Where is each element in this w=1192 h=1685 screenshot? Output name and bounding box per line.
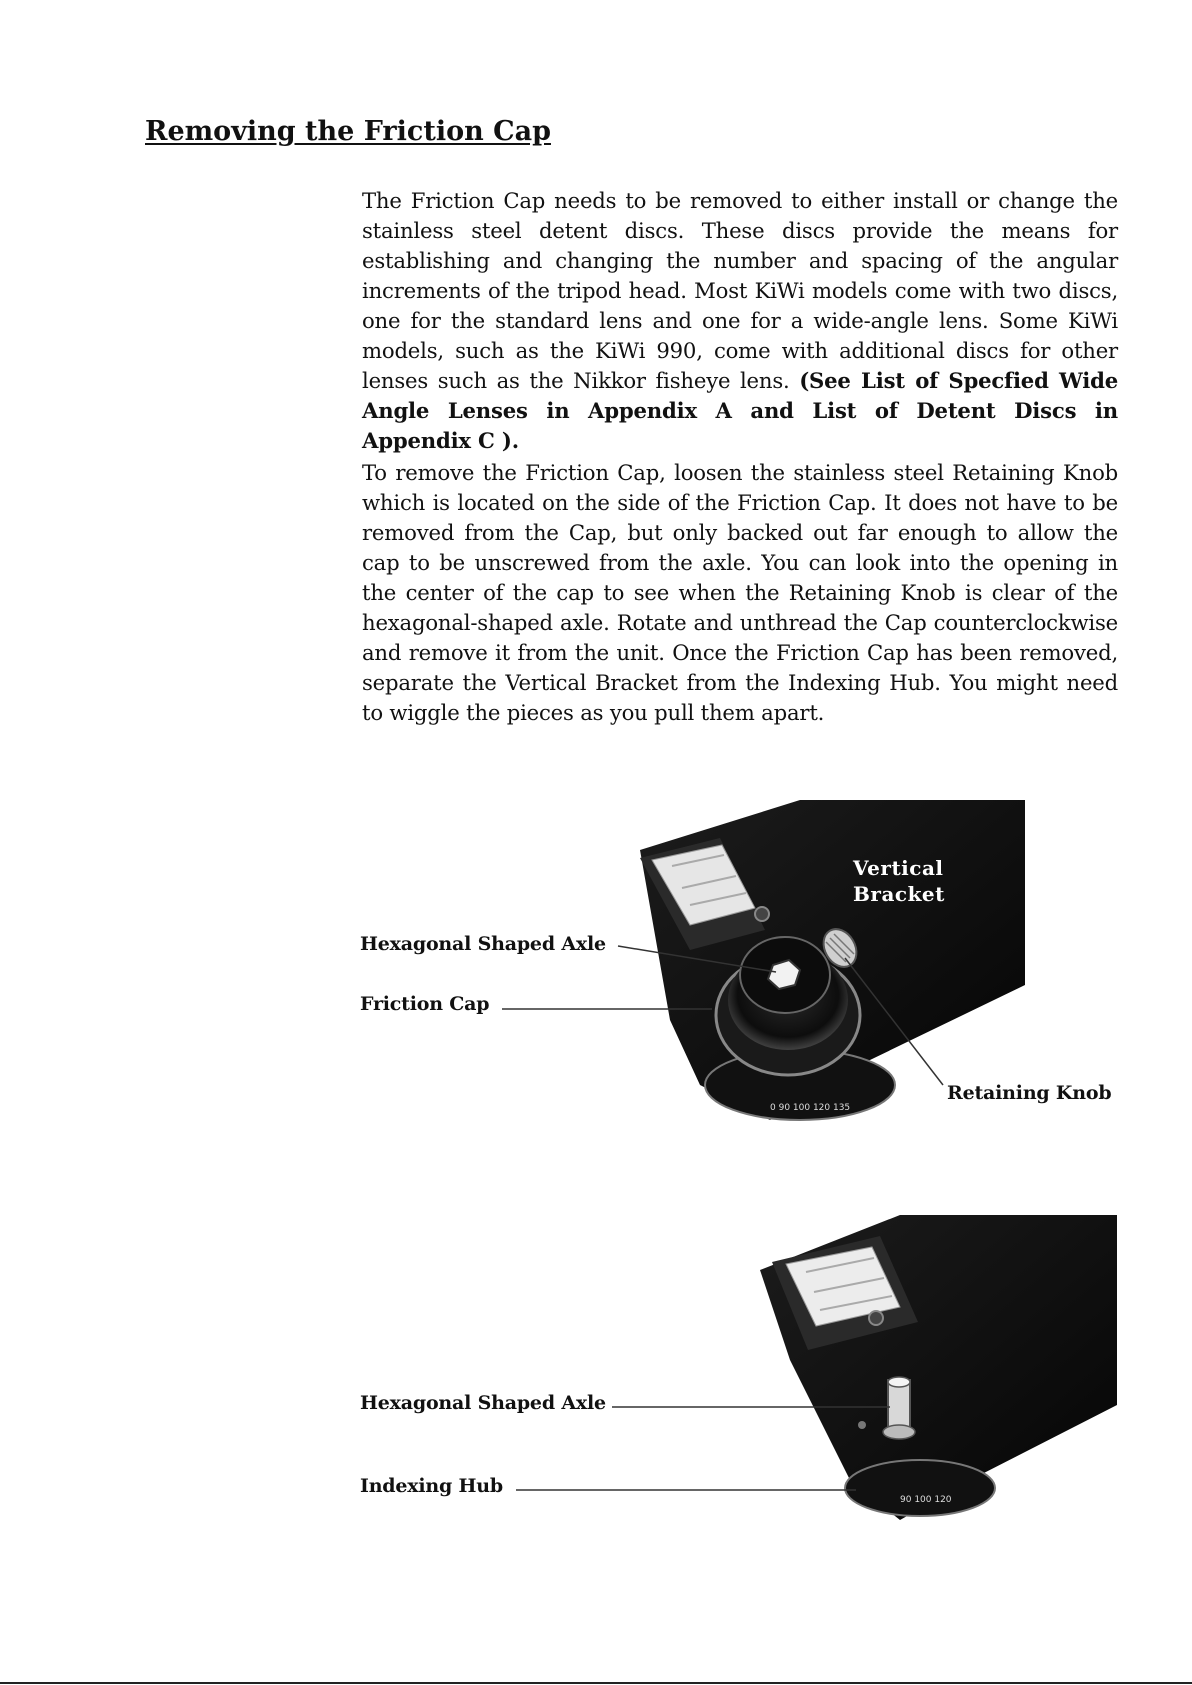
svg-text:0 90 100 120 135: 0 90 100 120 135	[770, 1103, 851, 1113]
indexing-hub	[845, 1460, 995, 1516]
paragraph-intro-text: The Friction Cap needs to be removed to either install or change the stainless steel detent discs. These discs provide the means for establishing and changing the number and spacing of the angular increments of the tripod head. Most KiWi models come with two discs, one for the standard lens and one for a wide-angle lens. Some KiWi models, such as the KiWi 990, come with additional discs for other lenses such as the Nikkor fisheye lens.	[362, 188, 1118, 393]
callout-retaining-knob: Retaining Knob	[947, 1082, 1112, 1104]
label-vertical-bracket	[853, 855, 945, 907]
callout-indexing-hub: Indexing Hub	[360, 1475, 503, 1497]
paragraph-instructions: To remove the Friction Cap, loosen the stainless steel Retaining Knob which is located on the side of the Friction Cap. It does not have to be removed from the Cap, but only backed out far enough to allow the cap to be unscrewed from the axle. You can look into the opening in the center of the cap to see when the Retaining Knob is clear of the hexagonal-shaped axle. Rotate and unthread the Cap counterclockwise and remove it from the unit. Once the Friction Cap has been removed, separate the Vertical Bracket from the Indexing Hub. You might need to wiggle the pieces as you pull them apart.	[362, 460, 1118, 725]
footer-rule	[0, 1682, 1192, 1684]
hex-axle-opening	[768, 960, 800, 989]
callout-hexagonal-axle-2: Hexagonal Shaped Axle	[360, 1392, 606, 1414]
svg-text:90 100 120: 90 100 120	[900, 1495, 952, 1505]
appendix-reference: (See List of Specfied Wide Angle Lenses in Appendix A and List of Detent Discs in Appendix C ).	[362, 368, 1118, 453]
callout-hexagonal-axle: Hexagonal Shaped Axle	[360, 933, 606, 955]
callout-friction-cap: Friction Cap	[360, 993, 490, 1015]
label-vertical: Vertical	[853, 856, 944, 880]
section-heading: Removing the Friction Cap	[145, 116, 551, 147]
label-bracket: Bracket	[853, 882, 945, 906]
